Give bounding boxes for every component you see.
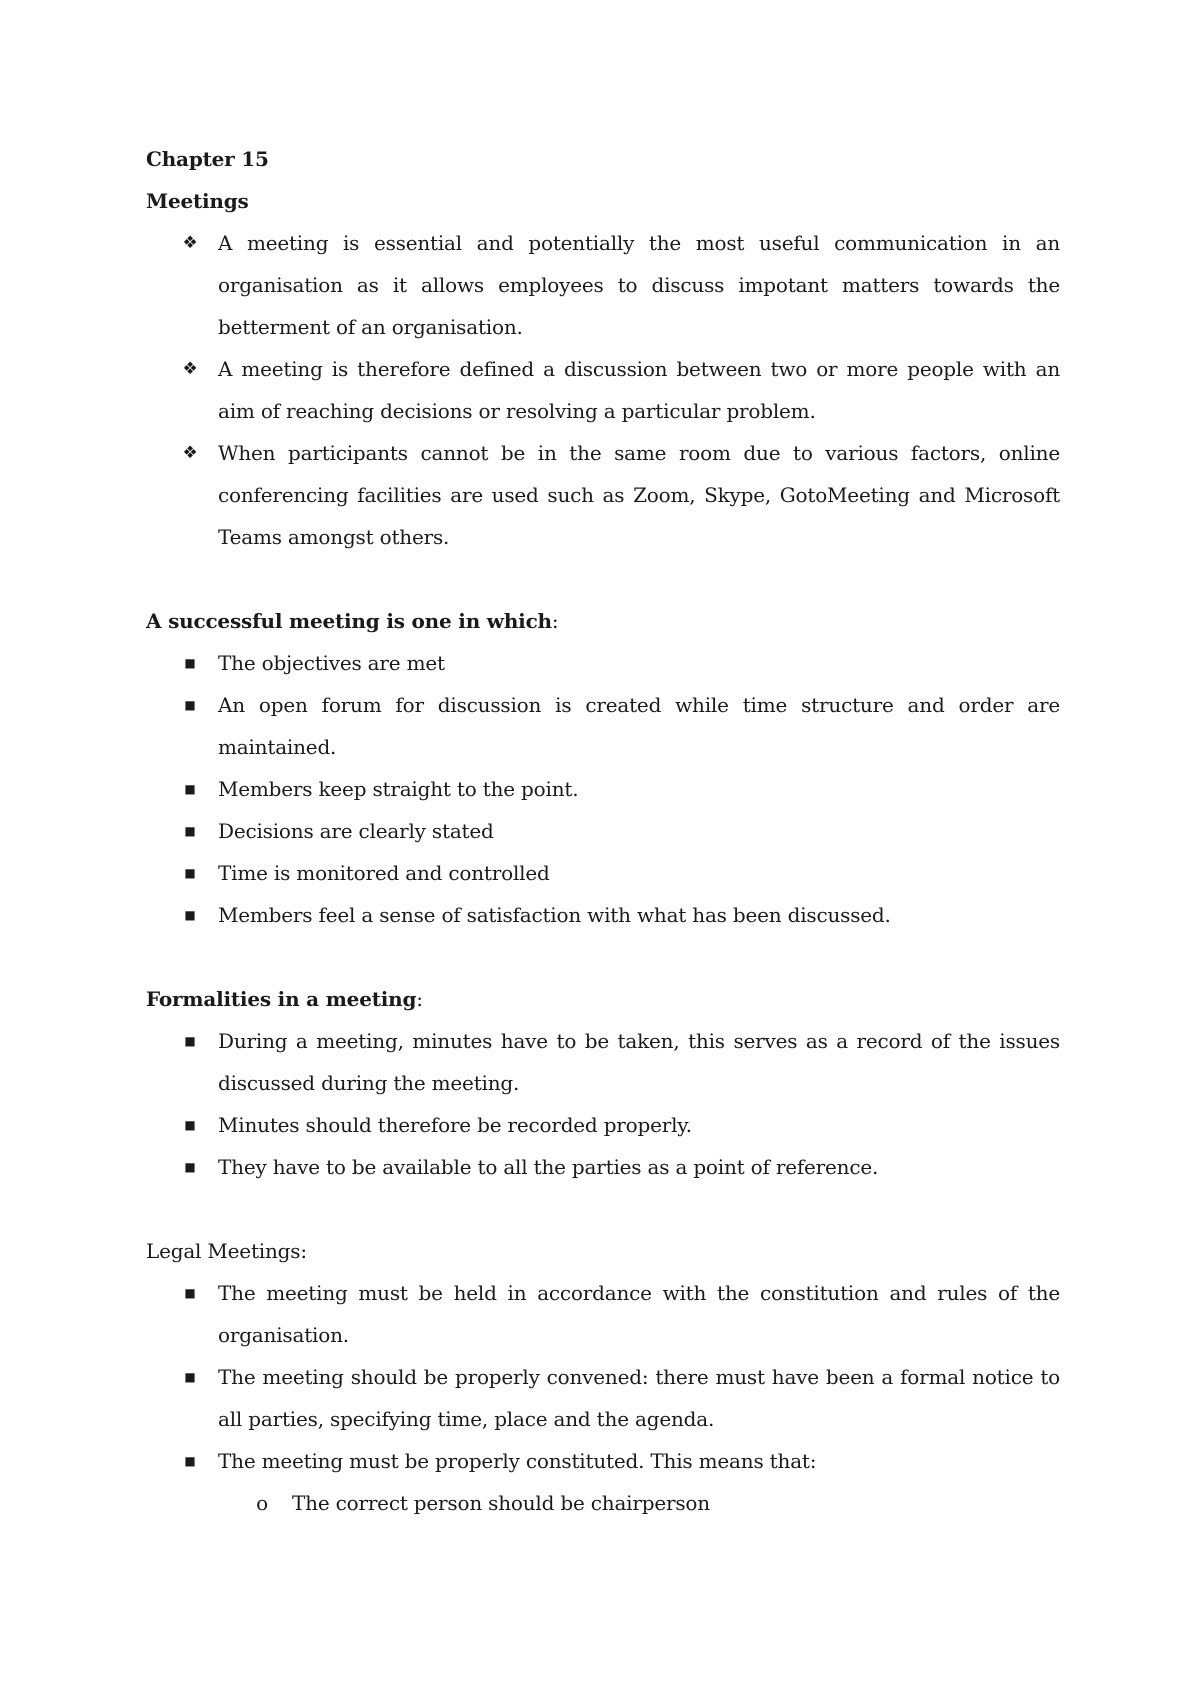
list-item — [146, 432, 1060, 558]
square-bullet-icon: ■ — [184, 698, 196, 712]
section-heading-formalities: Formalities in a meeting: — [146, 987, 423, 1011]
square-bullet-icon: ■ — [184, 1370, 196, 1384]
square-bullet-icon: ■ — [184, 782, 196, 796]
diamond-bullet-icon: ❖ — [182, 359, 198, 379]
square-bullet-icon: ■ — [184, 1034, 196, 1048]
square-bullet-icon: ■ — [184, 824, 196, 838]
diamond-bullet-icon: ❖ — [182, 443, 198, 463]
list-item: ■ Members feel a sense of satisfaction with what has been discussed. — [146, 894, 1060, 936]
list-item — [146, 348, 1060, 432]
section-heading-legal: Legal Meetings: — [146, 1239, 307, 1263]
list-item: ■ Members keep straight to the point. — [146, 768, 1060, 810]
square-bullet-icon: ■ — [184, 866, 196, 880]
list-item-text: A meeting is therefore defined a discussion between two or more people with an aim of reaching decisions or resolving a particular problem. — [218, 357, 1060, 423]
diamond-bullet-icon: ❖ — [182, 233, 198, 253]
list-item: ■ The meeting should be properly convened: there must have been a formal notice to all parties, specifying time, place and the agenda. — [146, 1356, 1060, 1440]
list-item — [146, 222, 1060, 348]
list-item: ■ Decisions are clearly stated — [146, 810, 1060, 852]
list-item: ■ Minutes should therefore be recorded properly. — [146, 1104, 1060, 1146]
list-item: ■ The meeting must be held in accordance with the constitution and rules of the organisation. — [146, 1272, 1060, 1356]
page-title: Meetings — [146, 189, 249, 213]
list-item: ■ During a meeting, minutes have to be taken, this serves as a record of the issues discussed during the meeting. — [146, 1020, 1060, 1104]
square-bullet-icon: ■ — [184, 908, 196, 922]
list-item: ■ The objectives are met — [146, 642, 1060, 684]
circle-bullet-icon: o — [256, 1491, 268, 1515]
list-item: ■ They have to be available to all the parties as a point of reference. — [146, 1146, 1060, 1188]
square-bullet-icon: ■ — [184, 1160, 196, 1174]
chapter-heading: Chapter 15 — [146, 147, 269, 171]
square-bullet-icon: ■ — [184, 1454, 196, 1468]
list-item-text: When participants cannot be in the same room due to various factors, online conferencing facilities are used such as Zoom, Skype, GotoMeeting and Microsoft Teams amongst others. — [218, 441, 1060, 549]
list-item: ■ The meeting must be properly constituted. This means that: — [146, 1440, 1060, 1482]
section-heading-successful: A successful meeting is one in which: — [146, 609, 559, 633]
list-item-text: A meeting is essential and potentially the most useful communication in an organisation as it allows employees to discuss impotant matters towards the betterment of an organisation. — [218, 231, 1060, 339]
sub-list-item: o The correct person should be chairperson — [146, 1482, 1060, 1524]
square-bullet-icon: ■ — [184, 1286, 196, 1300]
list-item: ■ Time is monitored and controlled — [146, 852, 1060, 894]
list-item: ■ An open forum for discussion is created while time structure and order are maintained. — [146, 684, 1060, 768]
square-bullet-icon: ■ — [184, 1118, 196, 1132]
square-bullet-icon: ■ — [184, 656, 196, 670]
